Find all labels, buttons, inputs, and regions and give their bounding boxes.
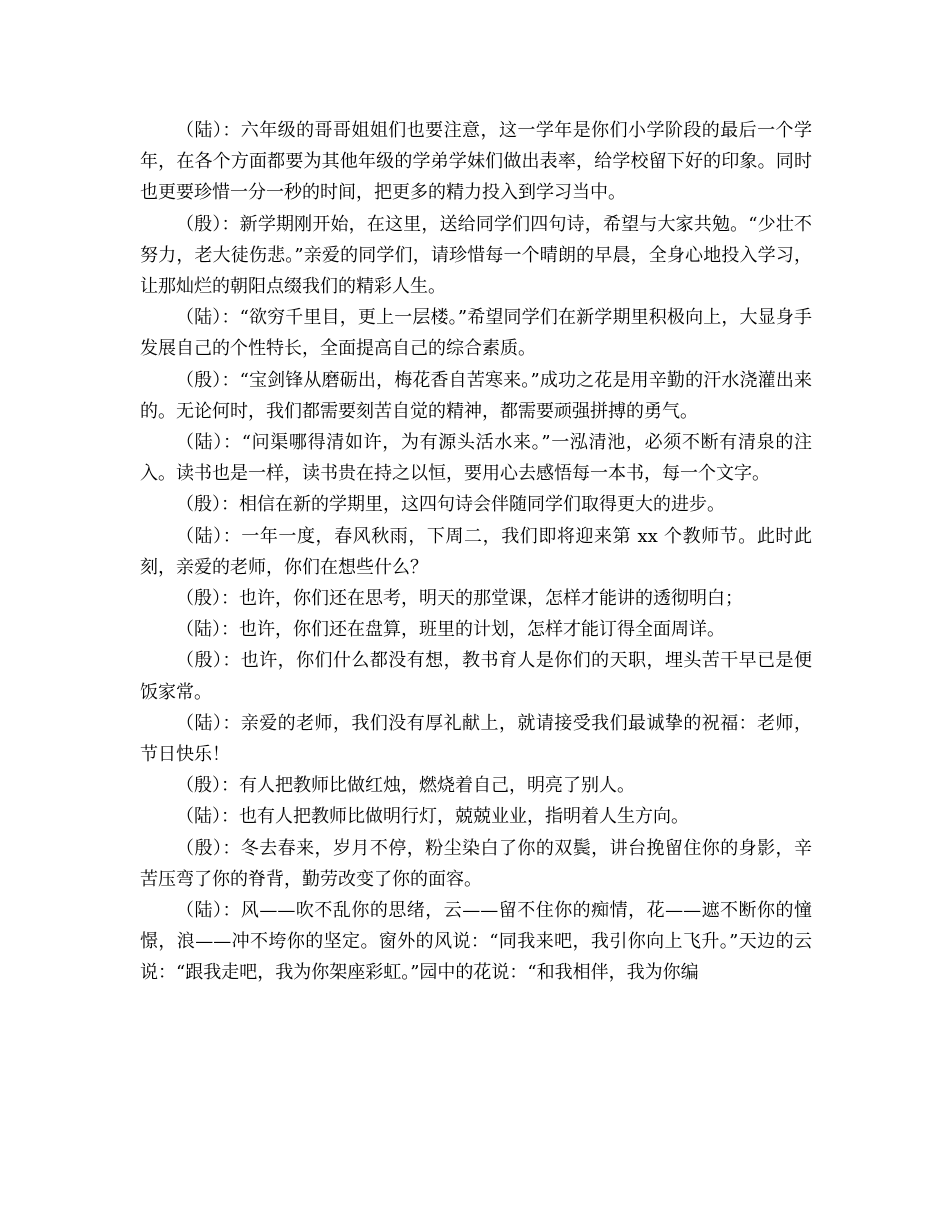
paragraph-3: （陆）：“欲穷千里目，更上一层楼。”希望同学们在新学期里积极向上，大显身手发展自己的个性特长，全面提高自己的综合素质。 xyxy=(140,307,812,360)
document-body xyxy=(140,115,812,989)
paragraph-5: （陆）：“问渠哪得清如许，为有源头活水来。”一泓清池，必须不断有清泉的注入。读书也是一样，读书贵在持之以恒，要用心去感悟每一本书，每一个文字。 xyxy=(140,432,812,485)
paragraph-9: （陆）：也许，你们还在盘算，班里的计划，怎样才能订得全面周详。 xyxy=(176,619,725,641)
paragraph-15: （陆）：风——吹不乱你的思绪，云——留不住你的痴情，花——遮不断你的憧憬，浪——冲不垮你的坚定。窗外的风说：“同我来吧，我引你向上飞升。”天边的云说：“跟我走吧，我为你架座彩虹。”园中的花说：“和我相伴，我为你编 xyxy=(140,900,812,984)
paragraph-1: （陆）：六年级的哥哥姐姐们也要注意，这一学年是你们小学阶段的最后一个学年，在各个方面都要为其他年级的学弟学妹们做出表率，给学校留下好的印象。同时也更要珍惜一分一秒的时间，把更多的精力投入到学习当中。 xyxy=(140,120,812,204)
paragraph-13: （陆）：也有人把教师比做明行灯，兢兢业业，指明着人生方向。 xyxy=(176,806,689,828)
paragraph-14: （殷）：冬去春来，岁月不停，粉尘染白了你的双鬓，讲台挽留住你的身影，辛苦压弯了你的脊背，勤劳改变了你的面容。 xyxy=(140,837,812,890)
paragraph-6: （殷）：相信在新的学期里，这四句诗会伴随同学们取得更大的进步。 xyxy=(176,494,725,516)
paragraph-8: （殷）：也许，你们还在思考，明天的那堂课，怎样才能讲的透彻明白； xyxy=(176,588,743,610)
paragraph-11: （陆）：亲爱的老师，我们没有厚礼献上，就请接受我们最诚挚的祝福：老师，节日快乐！ xyxy=(140,712,812,766)
paragraph-10: （殷）：也许，你们什么都没有想，教书育人是你们的天职，埋头苦干早已是便饭家常。 xyxy=(140,650,812,703)
paragraph-4: （殷）：“宝剑锋从磨砺出，梅花香自苦寒来。”成功之花是用辛勤的汗水浇灌出来的。无论何时，我们都需要刻苦自觉的精神，都需要顽强拼搏的勇气。 xyxy=(140,369,812,422)
paragraph-2: （殷）：新学期刚开始，在这里，送给同学们四句诗，希望与大家共勉。“少壮不努力，老大徒伤悲。”亲爱的同学们，请珍惜每一个晴朗的早晨，全身心地投入学习，让那灿烂的朝阳点缀我们的精彩人生。 xyxy=(140,213,812,298)
paragraph-12: （殷）：有人把教师比做红烛，燃烧着自己，明亮了别人。 xyxy=(176,775,635,797)
paragraph-7: （陆）：一年一度，春风秋雨，下周二，我们即将迎来第 xx 个教师节。此时此刻，亲爱的老师，你们在想些什么？ xyxy=(140,525,812,578)
